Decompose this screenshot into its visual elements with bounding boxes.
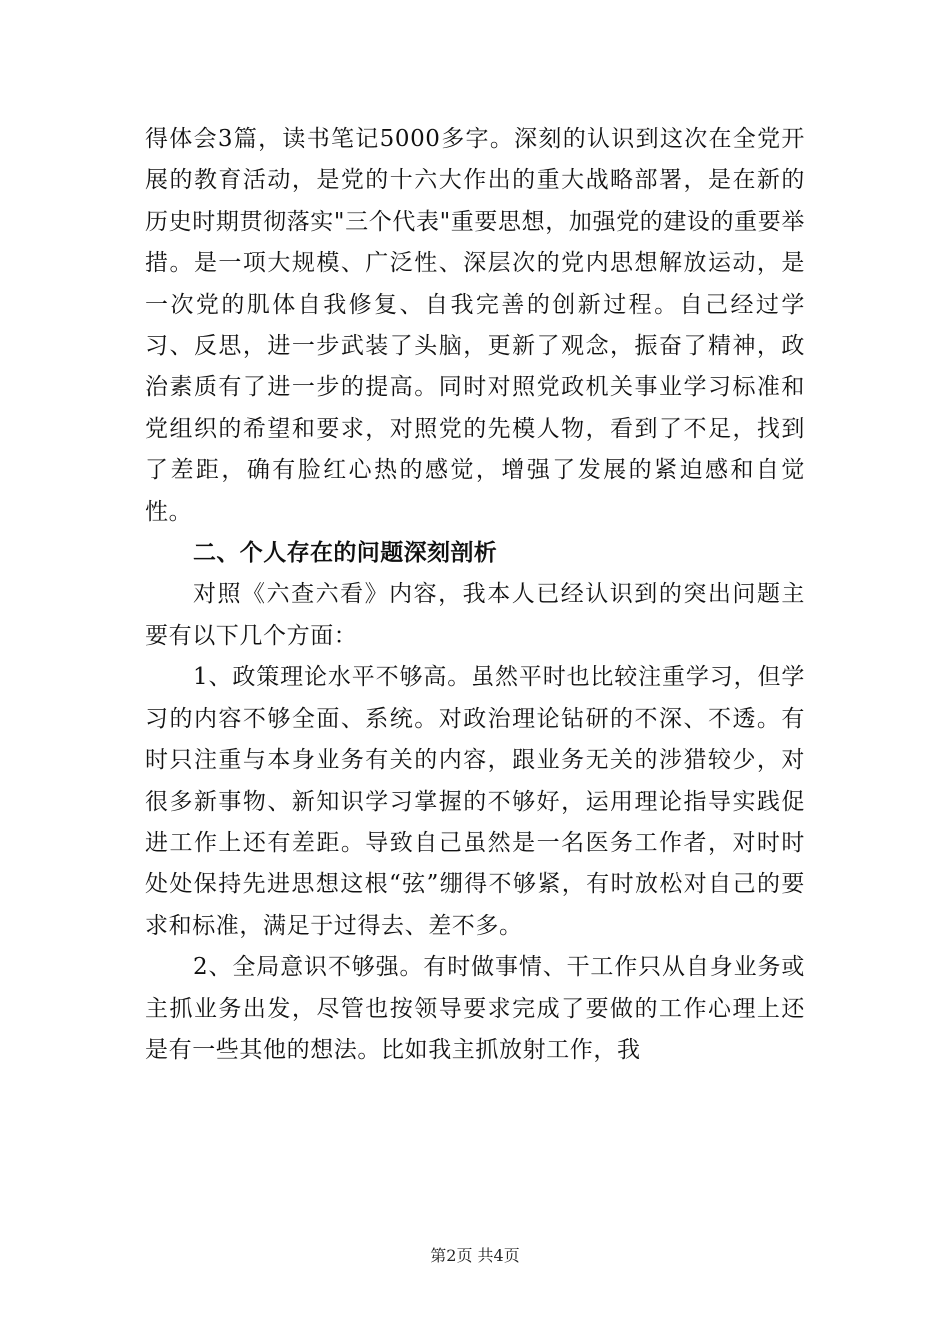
document-body — [145, 119, 805, 1071]
paragraph-intro: 对照《六查六看》内容，我本人已经认识到的突出问题主要有以下几个方面： — [145, 581, 805, 649]
page-footer: 第2页 共4页 — [430, 1246, 520, 1265]
section-heading: 二、个人存在的问题深刻剖析 — [193, 540, 498, 567]
paragraph-continuation: 得体会3篇，读书笔记5000多字。深刻的认识到这次在全党开展的教育活动，是党的十六大作出的重大战略部署，是在新的历史时期贯彻落实"三个代表"重要思想，加强党的建设的重要举措。是一项大规模、广泛性、深层次的党内思想解放运动，是一次党的肌体自我修复、自我完善的创新过程。自己经过学习、反思，进一步武装了头脑，更新了观念，振奋了精神，政治素质有了进一步的提高。同时对照党政机关事业学习标准和党组织的希望和要求，对照党的先模人物，看到了不足，找到了差距，确有脸红心热的感觉，增强了发展的紧迫感和自觉性。 — [145, 126, 805, 525]
paragraph-item-1: 1、政策理论水平不够高。虽然平时也比较注重学习，但学习的内容不够全面、系统。对政治理论钻研的不深、不透。有时只注重与本身业务有关的内容，跟业务无关的涉猎较少，对很多新事物、新知识学习掌握的不够好，运用理论指导实践促进工作上还有差距。导致自己虽然是一名医务工作者，对时时处处保持先进思想这根“弦”绷得不够紧，有时放松对自己的要求和标准，满足于过得去、差不多。 — [145, 664, 805, 939]
paragraph-item-2: 2、全局意识不够强。有时做事情、干工作只从自身业务或主抓业务出发，尽管也按领导要求完成了要做的工作心理上还是有一些其他的想法。比如我主抓放射工作，我 — [145, 954, 805, 1063]
